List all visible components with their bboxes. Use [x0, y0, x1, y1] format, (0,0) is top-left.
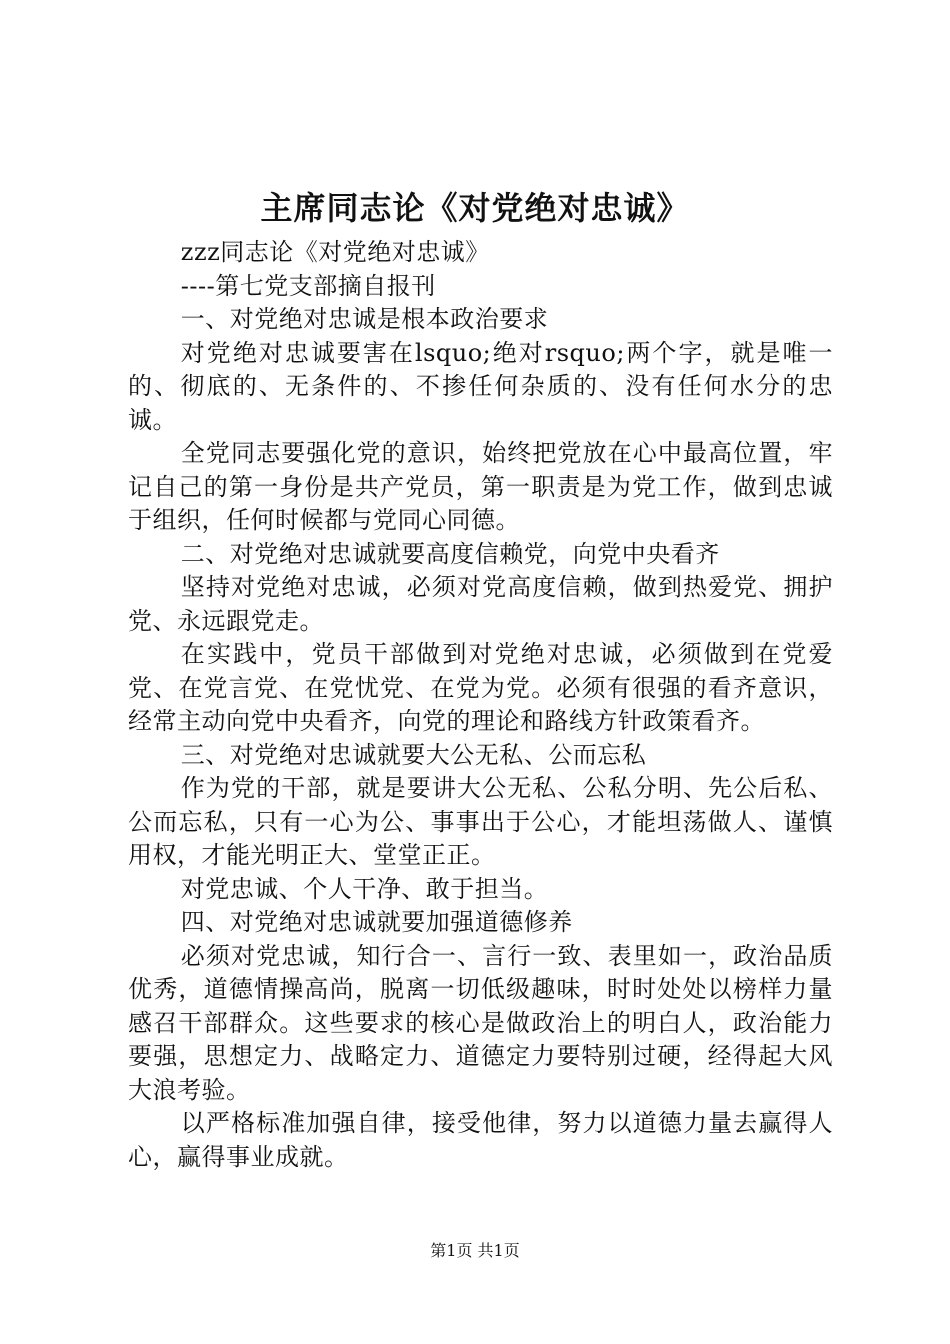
page-number-footer: 第1页 共1页	[430, 1241, 520, 1260]
paragraph: 全党同志要强化党的意识，始终把党放在心中最高位置，牢记自己的第一身份是共产党员，第一职责是为党工作，做到忠诚于组织，任何时候都与党同心同德。	[128, 439, 833, 534]
paragraph: 在实践中，党员干部做到对党绝对忠诚，必须做到在党爱党、在党言党、在党忧党、在党为党。必须有很强的看齐意识，经常主动向党中央看齐，向党的理论和路线方针政策看齐。	[128, 640, 833, 735]
paragraph: 对党绝对忠诚要害在lsquo;绝对rsquo;两个字，就是唯一的、彻底的、无条件的、不掺任何杂质的、没有任何水分的忠诚。	[128, 338, 833, 434]
paragraph-source: ----第七党支部摘自报刊	[180, 271, 436, 300]
section-heading-2: 二、对党绝对忠诚就要高度信赖党，向党中央看齐	[180, 539, 720, 568]
section-heading-4: 四、对党绝对忠诚就要加强道德修养	[180, 908, 573, 936]
paragraph: 对党忠诚、个人干净、敢于担当。	[180, 874, 549, 903]
paragraph: 坚持对党绝对忠诚，必须对党高度信赖，做到热爱党、拥护党、永远跟党走。	[128, 573, 833, 635]
section-heading-3: 三、对党绝对忠诚就要大公无私、公而忘私	[180, 740, 647, 769]
paragraph: 以严格标准加强自律，接受他律，努力以道德力量去赢得人心，赢得事业成就。	[128, 1109, 833, 1171]
paragraph-subtitle: zzz同志论《对党绝对忠诚》	[180, 238, 490, 266]
paragraph: 必须对党忠诚，知行合一、言行一致、表里如一，政治品质优秀，道德情操高尚，脱离一切低级趣味，时时处处以榜样力量感召干部群众。这些要求的核心是做政治上的明白人，政治能力要强，思想定力、战略定力、道德定力要特别过硬，经得起大风大浪考验。	[128, 941, 833, 1104]
document-title: 主席同志论《对党绝对忠诚》	[260, 189, 690, 227]
document-body	[128, 236, 833, 1174]
paragraph: 作为党的干部，就是要讲大公无私、公私分明、先公后私、公而忘私，只有一心为公、事事出于公心，才能坦荡做人、谨慎用权，才能光明正大、堂堂正正。	[128, 774, 833, 869]
section-heading-1: 一、对党绝对忠诚是根本政治要求	[180, 305, 549, 333]
